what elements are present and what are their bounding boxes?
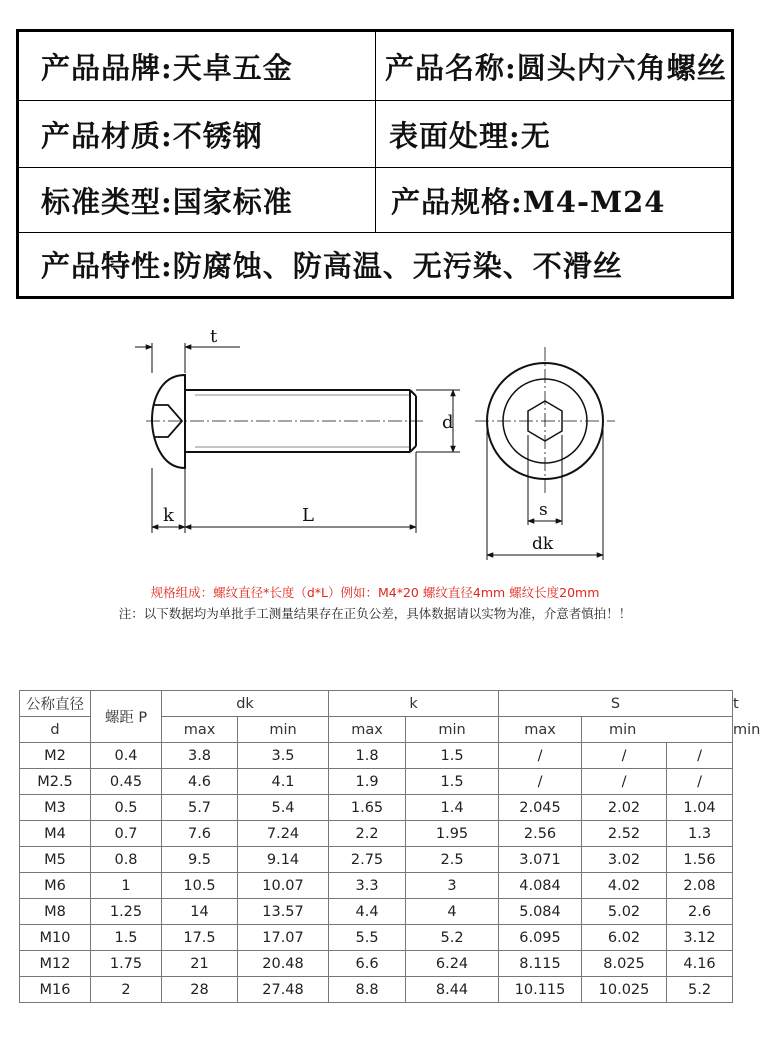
table-cell: 17.5 (162, 925, 238, 951)
table-cell: 5.7 (162, 795, 238, 821)
table-cell: 4 (406, 899, 499, 925)
table-cell: 10.025 (582, 977, 667, 1003)
label-d: d (442, 412, 454, 433)
header-k: k (329, 691, 499, 717)
table-cell: / (667, 769, 733, 795)
table-cell: 0.5 (91, 795, 162, 821)
spec-features: 产品特性:防腐蚀、防高温、无污染、不滑丝 (41, 249, 623, 283)
table-cell: 3.02 (582, 847, 667, 873)
table-cell: 8.025 (582, 951, 667, 977)
table-cell: 2.08 (667, 873, 733, 899)
table-cell: 0.4 (91, 743, 162, 769)
table-cell: 5.084 (499, 899, 582, 925)
table-cell: 1.04 (667, 795, 733, 821)
table-cell: 17.07 (238, 925, 329, 951)
header-max: max (329, 717, 406, 743)
spec-row-1 (19, 32, 731, 101)
table-cell: 10.5 (162, 873, 238, 899)
spec-surface: 表面处理:无 (389, 118, 551, 153)
label-L: L (302, 505, 314, 526)
table-cell: 6.6 (329, 951, 406, 977)
table-cell: 7.6 (162, 821, 238, 847)
table-header-row-2: d max min max min max min min (20, 717, 733, 743)
spec-row-2 (19, 101, 731, 168)
spec-divider (375, 32, 376, 100)
table-cell: 5.2 (667, 977, 733, 1003)
header-dk: dk (162, 691, 329, 717)
table-row (20, 873, 733, 899)
table-cell: / (499, 743, 582, 769)
table-cell: 6.24 (406, 951, 499, 977)
dimension-table-body (20, 743, 733, 1003)
table-cell: 4.084 (499, 873, 582, 899)
table-cell: 21 (162, 951, 238, 977)
table-cell: 2.6 (667, 899, 733, 925)
table-cell: M8 (20, 899, 91, 925)
table-cell: 2.56 (499, 821, 582, 847)
table-cell: M3 (20, 795, 91, 821)
table-row (20, 821, 733, 847)
label-dk: dk (532, 534, 554, 554)
table-cell: 4.02 (582, 873, 667, 899)
table-cell: / (582, 743, 667, 769)
spec-row-4 (19, 233, 731, 296)
table-cell: 5.4 (238, 795, 329, 821)
table-cell: 14 (162, 899, 238, 925)
table-cell: 6.095 (499, 925, 582, 951)
table-cell: 0.7 (91, 821, 162, 847)
header-diameter: 公称直径 (20, 691, 91, 717)
table-cell: 2.52 (582, 821, 667, 847)
table-cell: 4.4 (329, 899, 406, 925)
table-cell: / (499, 769, 582, 795)
header-min: min (238, 717, 329, 743)
table-cell: M10 (20, 925, 91, 951)
table-cell: 3.12 (667, 925, 733, 951)
table-cell: 2.75 (329, 847, 406, 873)
table-cell: 1.3 (667, 821, 733, 847)
spec-standard: 标准类型:国家标准 (41, 184, 293, 219)
table-cell: 8.44 (406, 977, 499, 1003)
table-cell: 2.045 (499, 795, 582, 821)
table-cell: 1 (91, 873, 162, 899)
table-cell: M2 (20, 743, 91, 769)
table-cell: 1.56 (667, 847, 733, 873)
table-cell: / (667, 743, 733, 769)
table-cell: 1.75 (91, 951, 162, 977)
screw-front-view (475, 347, 615, 495)
header-max: max (499, 717, 582, 743)
table-row (20, 743, 733, 769)
table-header-row-1: 公称直径 螺距 P dk k S t (20, 691, 733, 717)
table-cell: 20.48 (238, 951, 329, 977)
table-cell: 1.25 (91, 899, 162, 925)
header-s: S (499, 691, 733, 717)
spec-name: 产品名称:圆头内六角螺丝 (385, 50, 727, 85)
product-spec-table (16, 29, 734, 299)
label-t: t (210, 326, 218, 347)
spec-format-note: 规格组成：螺纹直径*长度（d*L）例如：M4*20 螺纹直径4mm 螺纹长度20mm (150, 585, 600, 600)
table-cell: 27.48 (238, 977, 329, 1003)
table-cell: 4.6 (162, 769, 238, 795)
table-cell: 3.5 (238, 743, 329, 769)
table-cell: 3.3 (329, 873, 406, 899)
table-cell: 13.57 (238, 899, 329, 925)
table-row (20, 977, 733, 1003)
table-cell: M5 (20, 847, 91, 873)
table-cell: 1.8 (329, 743, 406, 769)
table-row (20, 951, 733, 977)
table-cell: 4.1 (238, 769, 329, 795)
table-cell: 8.115 (499, 951, 582, 977)
table-cell: 3.071 (499, 847, 582, 873)
label-k: k (163, 505, 174, 526)
dimension-table (19, 690, 760, 1003)
table-cell: 3 (406, 873, 499, 899)
table-cell: 7.24 (238, 821, 329, 847)
table-cell: 2.02 (582, 795, 667, 821)
table-cell: 1.95 (406, 821, 499, 847)
table-cell: 4.16 (667, 951, 733, 977)
table-cell: 2.2 (329, 821, 406, 847)
table-row (20, 899, 733, 925)
spec-divider (375, 168, 376, 232)
table-cell: 1.4 (406, 795, 499, 821)
screw-technical-drawing (120, 325, 630, 570)
disclaimer-note: 注：以下数据均为单批手工测量结果存在正负公差，具体数据请以实物为准，介意者慎拍！！ (118, 606, 632, 621)
table-cell: 9.5 (162, 847, 238, 873)
table-row (20, 795, 733, 821)
spec-brand: 产品品牌:天卓五金 (41, 50, 293, 85)
table-cell: 10.115 (499, 977, 582, 1003)
table-row (20, 769, 733, 795)
table-cell: 2.5 (406, 847, 499, 873)
table-cell: 8.8 (329, 977, 406, 1003)
table-cell: / (582, 769, 667, 795)
table-row (20, 847, 733, 873)
table-cell: M12 (20, 951, 91, 977)
table-cell: M2.5 (20, 769, 91, 795)
spec-size: 产品规格:M4-M24 (391, 184, 666, 219)
spec-row-3 (19, 168, 731, 233)
table-cell: 1.5 (91, 925, 162, 951)
header-min: min (406, 717, 499, 743)
spec-divider (375, 101, 376, 167)
header-min: min (582, 717, 733, 743)
header-diameter-sub: d (20, 717, 91, 743)
table-cell: 1.5 (406, 743, 499, 769)
header-max: max (162, 717, 238, 743)
table-row (20, 925, 733, 951)
table-cell: 28 (162, 977, 238, 1003)
table-cell: 5.02 (582, 899, 667, 925)
table-cell: 2 (91, 977, 162, 1003)
label-s: s (539, 500, 548, 520)
table-cell: 5.2 (406, 925, 499, 951)
table-cell: 10.07 (238, 873, 329, 899)
header-pitch: 螺距 P (91, 691, 162, 743)
table-cell: 1.5 (406, 769, 499, 795)
table-cell: 6.02 (582, 925, 667, 951)
spec-material: 产品材质:不锈钢 (41, 118, 263, 153)
table-cell: M16 (20, 977, 91, 1003)
table-cell: 5.5 (329, 925, 406, 951)
table-cell: 3.8 (162, 743, 238, 769)
table-cell: 0.8 (91, 847, 162, 873)
screw-side-view (152, 375, 416, 468)
table-cell: 1.9 (329, 769, 406, 795)
table-cell: M4 (20, 821, 91, 847)
table-cell: 1.65 (329, 795, 406, 821)
table-cell: 9.14 (238, 847, 329, 873)
table-cell: M6 (20, 873, 91, 899)
table-cell: 0.45 (91, 769, 162, 795)
